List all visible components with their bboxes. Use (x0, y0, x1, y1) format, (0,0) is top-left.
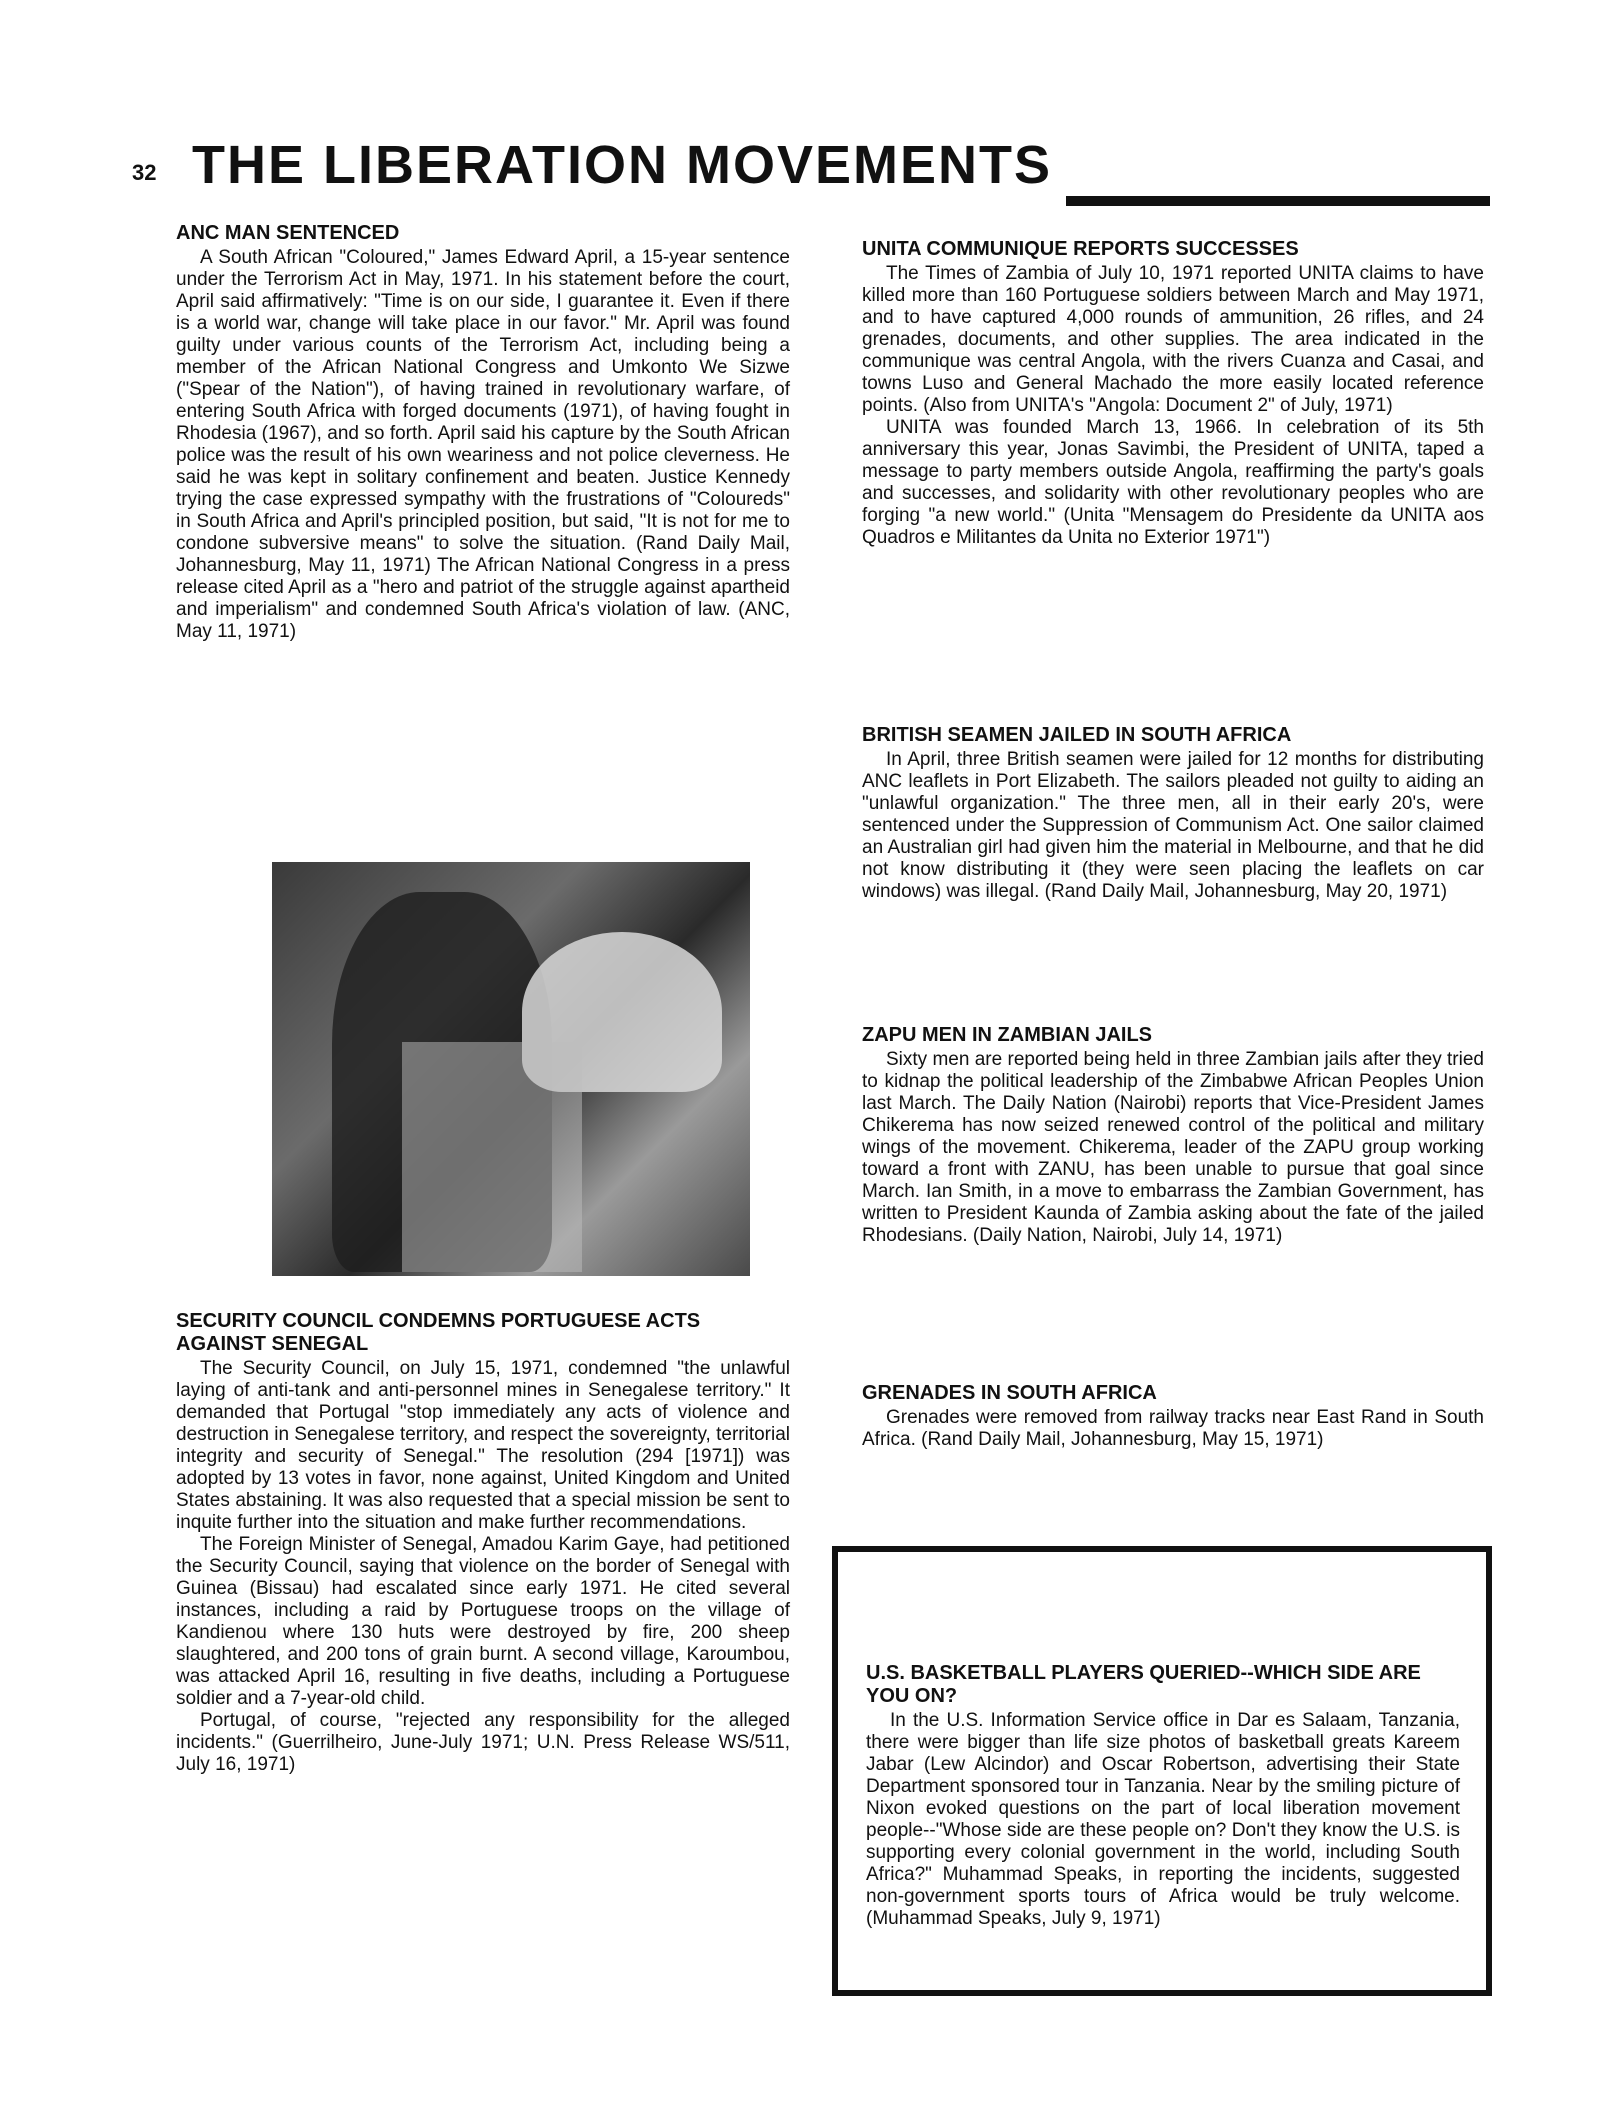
boxed-article-basketball (832, 1546, 1492, 1996)
article-paragraph: The Foreign Minister of Senegal, Amadou Karim Gaye, had petitioned the Security Council, saying that violence on the border of Senegal with Guinea (Bissau) had escalated since early 1971. He cited several instances, including a raid by Portuguese troops on the village of Kandienou where 130 huts were destroyed by fire, 200 sheep slaughtered, and 200 tons of grain burnt. A second village, Karoumbou, was attacked April 16, resulting in five deaths, including a Portuguese soldier and a 7-year-old child. (176, 1534, 790, 1709)
article-body: In the U.S. Information Service office in Dar es Salaam, Tanzania, there were bigger than life size photos of basketball greats Kareem Jabar (Lew Alcindor) and Oscar Robertson, advertising their State Department sponsored tour in Tanzania. Near by the smiling picture of Nixon evoked questions on the part of local liberation movement people--"Whose side are these people on? Don't they know the U.S. is supporting every colonial government in the world, including South Africa?" Muhammad Speaks, in reporting the incidents, suggested non-government sports tours of Africa would be truly welcome. (Muhammad Speaks, July 9, 1971) (866, 1710, 1460, 1929)
article-headline: SECURITY COUNCIL CONDEMNS PORTUGUESE ACTS AGAINST SENEGAL (176, 1310, 701, 1355)
page-title: THE LIBERATION MOVEMENTS (192, 135, 1053, 195)
article-unita-communique (862, 238, 1484, 549)
article-headline: BRITISH SEAMEN JAILED IN SOUTH AFRICA (862, 724, 1292, 746)
article-body: Sixty men are reported being held in three Zambian jails after they tried to kidnap the political leadership of the Zimbabwe African Peoples Union last March. The Daily Nation (Nairobi) reports that Vice-President James Chikerema has now seized renewed control of the political and military wings of the movement. Chikerema, leader of the ZAPU group working toward a front with ZANU, has been unable to pursue that goal since March. Ian Smith, in a move to embarrass the Zambian Government, has written to President Kaunda of Zambia asking about the fate of the jailed Rhodesians. (Daily Nation, Nairobi, July 14, 1971) (862, 1049, 1484, 1246)
article-headline: GRENADES IN SOUTH AFRICA (862, 1382, 1157, 1404)
article-body: Grenades were removed from railway tracks near East Rand in South Africa. (Rand Daily Mail, Johannesburg, May 15, 1971) (862, 1407, 1484, 1450)
article-body: In April, three British seamen were jailed for 12 months for distributing ANC leaflets in Port Elizabeth. The sailors pleaded not guilty to aiding an "unlawful organization." The three men, all in their early 20's, were sentenced under the Suppression of Communism Act. One sailor claimed an Australian girl had given him the material in Melbourne, and that he did not know distributing it (they were seen placing the leaflets on car windows) was illegal. (Rand Daily Mail, Johannesburg, May 20, 1971) (862, 749, 1484, 902)
article-paragraph: UNITA was founded March 13, 1966. In celebration of its 5th anniversary this year, Jonas Savimbi, the President of UNITA, taped a message to party members outside Angola, reaffirming the party's goals and successes, and solidarity with other revolutionary peoples who are forging "a new world." (Unita "Mensagem do Presidente da UNITA aos Quadros e Militantes da Unita no Exterior 1971") (862, 417, 1484, 548)
article-paragraph: The Times of Zambia of July 10, 1971 reported UNITA claims to have killed more than 160 Portuguese soldiers between March and May 1971, and to have captured 4,000 rounds of ammunition, 26 rifles, and 24 grenades, documents, and other supplies. The area indicated in the communique was central Angola, with the rivers Cuanza and Casai, and towns Luso and General Machado the more easily located reference points. (Also from UNITA's "Angola: Document 2" of July, 1971) (862, 263, 1484, 416)
article-paragraph: The Security Council, on July 15, 1971, condemned "the unlawful laying of anti-tank and anti-personnel mines in Senegalese territory." It demanded that Portugal "stop immediately any acts of violence and destruction in Senegalese territory, and respect the sovereignty, territorial integrity and security of Senegal." The resolution (294 [1971]) was adopted by 13 votes in favor, none against, United Kingdom and United States abstaining. It was also requested that a special mission be sent to inquite further into the situation and make further recommendations. (176, 1358, 790, 1533)
article-security-council (176, 1310, 790, 1776)
article-body: A South African "Coloured," James Edward April, a 15-year sentence under the Terrorism Act in May, 1971. In his statement before the court, April said affirmatively: "Time is on our side, I guarantee it. Even if there is a world war, change will take place in our favor." Mr. April was found guilty under various counts of the Terrorism Act, including being a member of the African National Congress and Umkonto We Sizwe ("Spear of the Nation"), of having trained in revolutionary warfare, of entering South Africa with forged documents (1971), of having fought in Rhodesia (1967), and so forth. April said his capture by the South African police was the result of his own weariness and not police cleverness. He said he was kept in solitary confinement and beaten. Justice Kennedy trying the case expressed sympathy with the frustrations of "Coloureds" in South Africa and April's principled position, but said, "It is not for me to condone subversive means" to solve the situation. (Rand Daily Mail, Johannesburg, May 11, 1971) The African National Congress in a press release cited April as a "hero and patriot of the struggle against apartheid and imperialism" and condemned South Africa's violation of law. (ANC, May 11, 1971) (176, 247, 790, 642)
article-headline: ANC MAN SENTENCED (176, 222, 400, 244)
article-paragraph: Portugal, of course, "rejected any responsibility for the alleged incidents." (Guerrilheiro, June-July 1971; U.N. Press Release WS/511, July 16, 1971) (176, 1710, 790, 1775)
article-british-seamen (862, 724, 1484, 903)
title-rule (1066, 196, 1490, 206)
article-headline: U.S. BASKETBALL PLAYERS QUERIED--WHICH SIDE ARE YOU ON? (866, 1662, 1421, 1707)
article-grenades (862, 1382, 1484, 1451)
news-photo (272, 862, 750, 1276)
article-zapu-men (862, 1024, 1484, 1247)
article-anc-man-sentenced (176, 222, 790, 643)
article-headline: UNITA COMMUNIQUE REPORTS SUCCESSES (862, 238, 1299, 260)
photo-figure-center (402, 1042, 582, 1272)
page-number: 32 (132, 160, 157, 185)
article-headline: ZAPU MEN IN ZAMBIAN JAILS (862, 1024, 1152, 1046)
